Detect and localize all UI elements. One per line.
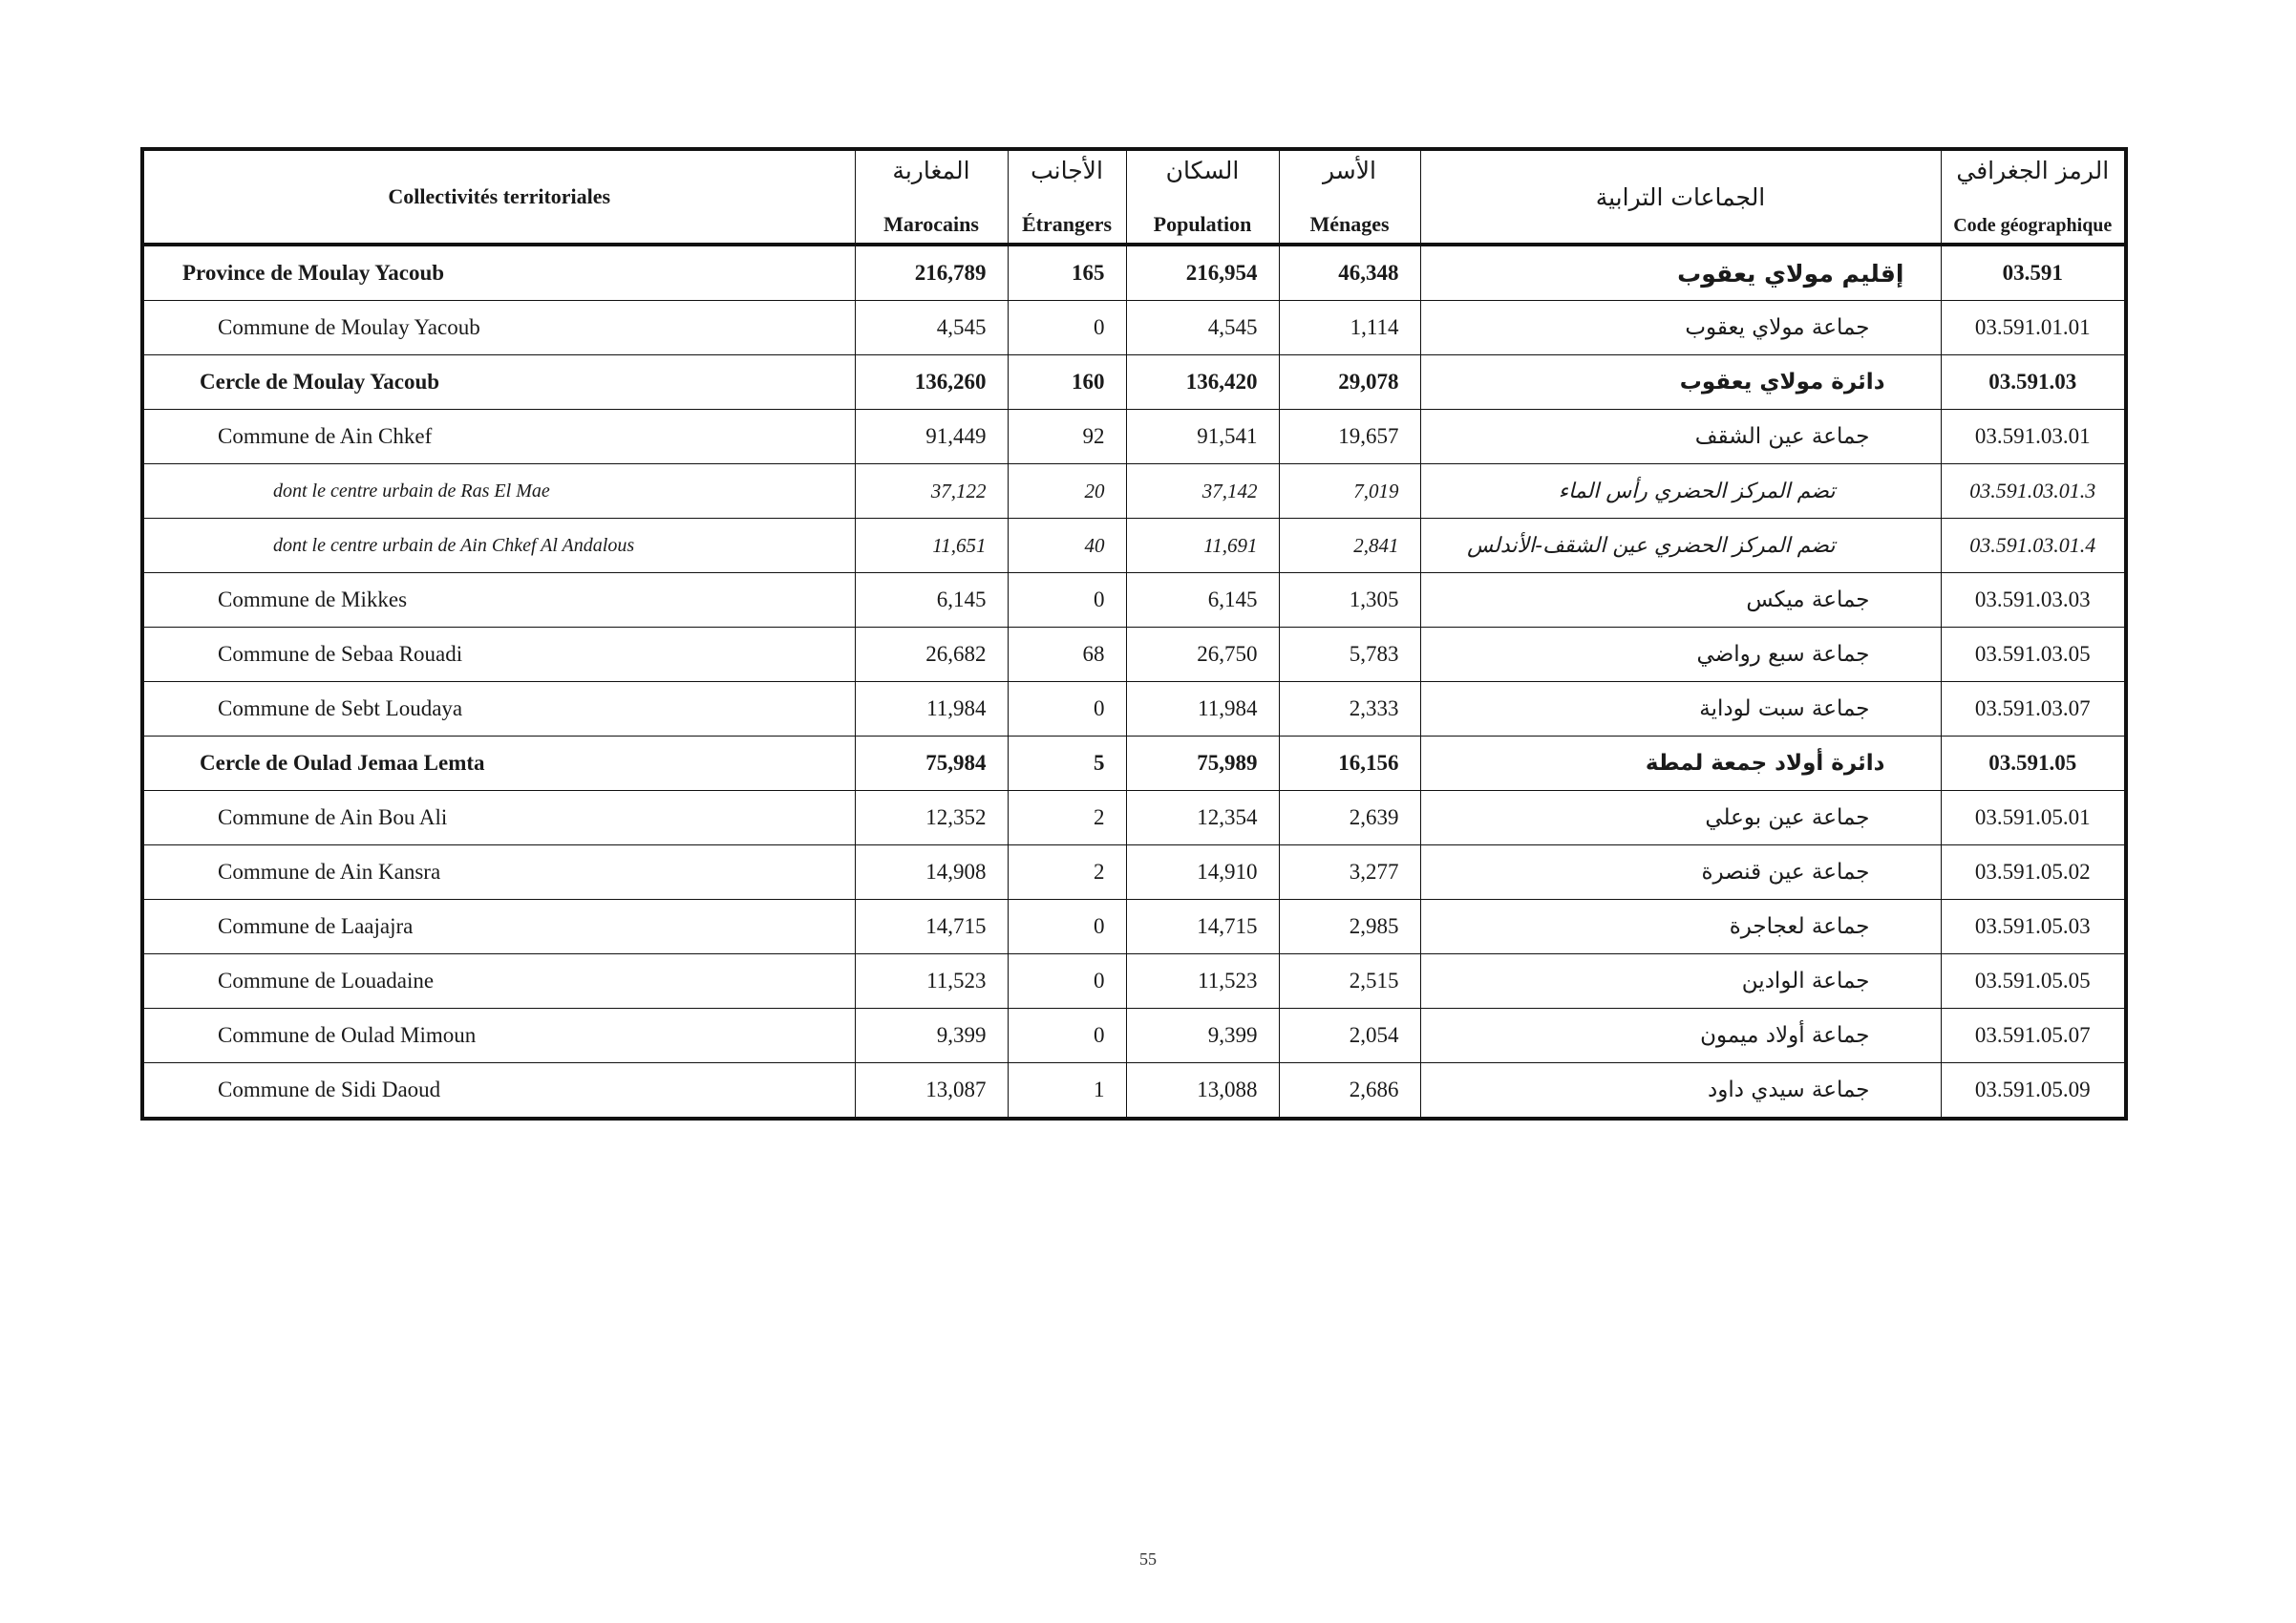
header-code-ar: الرمز الجغرافي — [1956, 157, 2110, 184]
etrangers-value: 92 — [1008, 410, 1126, 464]
etrangers-value: 165 — [1008, 245, 1126, 301]
etrangers-value: 5 — [1008, 737, 1126, 791]
jamaa-name-ar: دائرة أولاد جمعة لمطة — [1420, 737, 1941, 791]
code-geographique: 03.591 — [1941, 245, 2126, 301]
collectivite-name: Commune de Sidi Daoud — [142, 1063, 855, 1120]
collectivite-name: Commune de Sebaa Rouadi — [142, 628, 855, 682]
population-value: 6,145 — [1126, 573, 1279, 628]
marocains-value: 136,260 — [855, 355, 1008, 410]
etrangers-value: 0 — [1008, 573, 1126, 628]
menages-value: 3,277 — [1279, 845, 1420, 900]
population-value: 26,750 — [1126, 628, 1279, 682]
jamaa-name-ar: إقليم مولاي يعقوب — [1420, 245, 1941, 301]
menages-value: 2,054 — [1279, 1009, 1420, 1063]
code-geographique: 03.591.05.05 — [1941, 954, 2126, 1009]
page-number: 55 — [1139, 1549, 1157, 1569]
marocains-value: 13,087 — [855, 1063, 1008, 1120]
header-jamaat-label: الجماعات الترابية — [1595, 182, 1766, 211]
collectivite-name: Province de Moulay Yacoub — [142, 245, 855, 301]
etrangers-value: 0 — [1008, 954, 1126, 1009]
marocains-value: 37,122 — [855, 464, 1008, 519]
collectivite-name: Commune de Ain Kansra — [142, 845, 855, 900]
population-value: 37,142 — [1126, 464, 1279, 519]
code-geographique: 03.591.03.01.4 — [1941, 519, 2126, 573]
jamaa-name-ar: تضم المركز الحضري عين الشقف-الأندلس — [1420, 519, 1941, 573]
code-geographique: 03.591.05.01 — [1941, 791, 2126, 845]
population-value: 136,420 — [1126, 355, 1279, 410]
marocains-value: 11,984 — [855, 682, 1008, 737]
table-row — [142, 845, 2126, 900]
menages-value: 1,305 — [1279, 573, 1420, 628]
header-population — [1126, 149, 1279, 245]
header-jamaat — [1420, 149, 1941, 245]
code-geographique: 03.591.05.02 — [1941, 845, 2126, 900]
population-value: 11,523 — [1126, 954, 1279, 1009]
population-value: 12,354 — [1126, 791, 1279, 845]
population-value: 91,541 — [1126, 410, 1279, 464]
code-geographique: 03.591.05.03 — [1941, 900, 2126, 954]
code-geographique: 03.591.05 — [1941, 737, 2126, 791]
table-row — [142, 900, 2126, 954]
code-geographique: 03.591.03.05 — [1941, 628, 2126, 682]
menages-value: 2,686 — [1279, 1063, 1420, 1120]
marocains-value: 216,789 — [855, 245, 1008, 301]
marocains-value: 14,908 — [855, 845, 1008, 900]
table-row — [142, 682, 2126, 737]
marocains-value: 11,523 — [855, 954, 1008, 1009]
population-value: 75,989 — [1126, 737, 1279, 791]
census-table — [140, 147, 2128, 1121]
marocains-value: 4,545 — [855, 301, 1008, 355]
header-menages-ar: الأسر — [1323, 157, 1376, 184]
table-row — [142, 519, 2126, 573]
table-row — [142, 464, 2126, 519]
menages-value: 2,515 — [1279, 954, 1420, 1009]
population-value: 14,910 — [1126, 845, 1279, 900]
header-etrangers-ar: الأجانب — [1031, 157, 1103, 184]
code-geographique: 03.591.03.03 — [1941, 573, 2126, 628]
population-value: 11,691 — [1126, 519, 1279, 573]
menages-value: 29,078 — [1279, 355, 1420, 410]
menages-value: 19,657 — [1279, 410, 1420, 464]
table-row — [142, 737, 2126, 791]
collectivite-name: Commune de Oulad Mimoun — [142, 1009, 855, 1063]
menages-value: 16,156 — [1279, 737, 1420, 791]
jamaa-name-ar: جماعة سبع رواضي — [1420, 628, 1941, 682]
menages-value: 7,019 — [1279, 464, 1420, 519]
collectivite-name: dont le centre urbain de Ras El Mae — [142, 464, 855, 519]
marocains-value: 26,682 — [855, 628, 1008, 682]
table-header-row — [142, 149, 2126, 245]
marocains-value: 9,399 — [855, 1009, 1008, 1063]
collectivite-name: Commune de Sebt Loudaya — [142, 682, 855, 737]
code-geographique: 03.591.05.07 — [1941, 1009, 2126, 1063]
table-row — [142, 301, 2126, 355]
code-geographique: 03.591.03 — [1941, 355, 2126, 410]
jamaa-name-ar: جماعة عين بوعلي — [1420, 791, 1941, 845]
jamaa-name-ar: جماعة سيدي داود — [1420, 1063, 1941, 1120]
code-geographique: 03.591.03.01 — [1941, 410, 2126, 464]
header-population-fr: Population — [1153, 212, 1252, 236]
collectivite-name: Cercle de Oulad Jemaa Lemta — [142, 737, 855, 791]
etrangers-value: 20 — [1008, 464, 1126, 519]
table-row — [142, 791, 2126, 845]
table-row — [142, 954, 2126, 1009]
marocains-value: 12,352 — [855, 791, 1008, 845]
table-row — [142, 628, 2126, 682]
population-value: 216,954 — [1126, 245, 1279, 301]
menages-value: 2,639 — [1279, 791, 1420, 845]
table-row — [142, 355, 2126, 410]
collectivite-name: Commune de Ain Chkef — [142, 410, 855, 464]
header-code — [1941, 149, 2126, 245]
code-geographique: 03.591.03.01.3 — [1941, 464, 2126, 519]
collectivite-name: Commune de Laajajra — [142, 900, 855, 954]
population-value: 13,088 — [1126, 1063, 1279, 1120]
collectivite-name: Commune de Ain Bou Ali — [142, 791, 855, 845]
table-row — [142, 245, 2126, 301]
menages-value: 2,333 — [1279, 682, 1420, 737]
code-geographique: 03.591.01.01 — [1941, 301, 2126, 355]
jamaa-name-ar: جماعة الوادين — [1420, 954, 1941, 1009]
etrangers-value: 40 — [1008, 519, 1126, 573]
etrangers-value: 0 — [1008, 682, 1126, 737]
menages-value: 46,348 — [1279, 245, 1420, 301]
table-row — [142, 573, 2126, 628]
jamaa-name-ar: جماعة ميكس — [1420, 573, 1941, 628]
etrangers-value: 68 — [1008, 628, 1126, 682]
header-marocains — [855, 149, 1008, 245]
header-menages — [1279, 149, 1420, 245]
header-code-fr: Code géographique — [1953, 215, 2113, 236]
marocains-value: 75,984 — [855, 737, 1008, 791]
population-value: 4,545 — [1126, 301, 1279, 355]
collectivite-name: Commune de Mikkes — [142, 573, 855, 628]
etrangers-value: 1 — [1008, 1063, 1126, 1120]
jamaa-name-ar: جماعة مولاي يعقوب — [1420, 301, 1941, 355]
collectivite-name: Commune de Louadaine — [142, 954, 855, 1009]
table-body — [142, 245, 2126, 1119]
etrangers-value: 2 — [1008, 791, 1126, 845]
menages-value: 2,985 — [1279, 900, 1420, 954]
header-etrangers — [1008, 149, 1126, 245]
header-etrangers-fr: Étrangers — [1021, 212, 1113, 236]
etrangers-value: 0 — [1008, 1009, 1126, 1063]
collectivite-name: Commune de Moulay Yacoub — [142, 301, 855, 355]
table-row — [142, 410, 2126, 464]
etrangers-value: 0 — [1008, 301, 1126, 355]
menages-value: 2,841 — [1279, 519, 1420, 573]
code-geographique: 03.591.05.09 — [1941, 1063, 2126, 1120]
header-marocains-ar: المغاربة — [892, 157, 970, 184]
etrangers-value: 2 — [1008, 845, 1126, 900]
jamaa-name-ar: جماعة عين الشقف — [1420, 410, 1941, 464]
menages-value: 5,783 — [1279, 628, 1420, 682]
code-geographique: 03.591.03.07 — [1941, 682, 2126, 737]
population-value: 9,399 — [1126, 1009, 1279, 1063]
jamaa-name-ar: جماعة لعجاجرة — [1420, 900, 1941, 954]
header-marocains-fr: Marocains — [883, 212, 979, 236]
marocains-value: 14,715 — [855, 900, 1008, 954]
menages-value: 1,114 — [1279, 301, 1420, 355]
population-value: 11,984 — [1126, 682, 1279, 737]
collectivite-name: dont le centre urbain de Ain Chkef Al Andalous — [142, 519, 855, 573]
header-collectivites — [142, 149, 855, 245]
header-menages-fr: Ménages — [1309, 212, 1390, 236]
jamaa-name-ar: جماعة عين قنصرة — [1420, 845, 1941, 900]
marocains-value: 6,145 — [855, 573, 1008, 628]
table-row — [142, 1063, 2126, 1120]
header-collectivites-label: Collectivités territoriales — [388, 184, 611, 208]
jamaa-name-ar: جماعة سبت لوداية — [1420, 682, 1941, 737]
jamaa-name-ar: تضم المركز الحضري رأس الماء — [1420, 464, 1941, 519]
table-row — [142, 1009, 2126, 1063]
header-population-ar: السكان — [1165, 157, 1240, 184]
etrangers-value: 160 — [1008, 355, 1126, 410]
jamaa-name-ar: دائرة مولاي يعقوب — [1420, 355, 1941, 410]
marocains-value: 11,651 — [855, 519, 1008, 573]
jamaa-name-ar: جماعة أولاد ميمون — [1420, 1009, 1941, 1063]
population-value: 14,715 — [1126, 900, 1279, 954]
marocains-value: 91,449 — [855, 410, 1008, 464]
etrangers-value: 0 — [1008, 900, 1126, 954]
collectivite-name: Cercle de Moulay Yacoub — [142, 355, 855, 410]
